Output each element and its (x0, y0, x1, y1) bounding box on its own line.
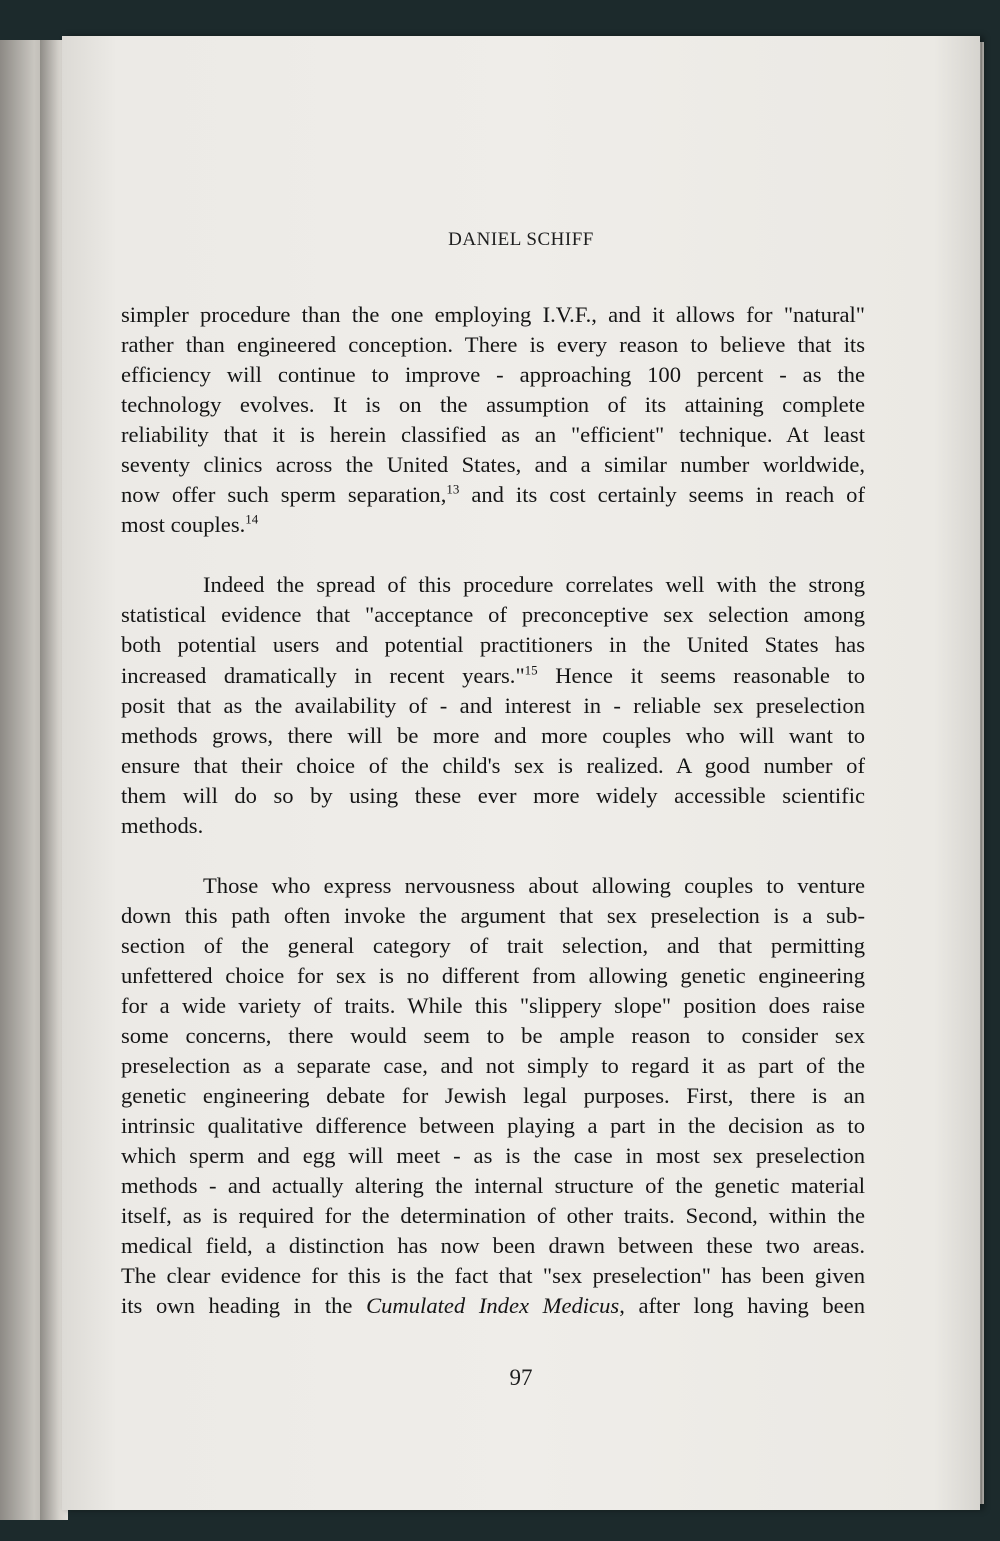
text-line: genetic engineering debate for Jewish legal purposes. First, there is an (121, 1083, 865, 1109)
journal-title: Cumulated Index Medicus (366, 1293, 620, 1319)
text-line: technology evolves. It is on the assumption of its attaining complete (121, 392, 865, 418)
text-line: down this path often invoke the argument that sex preselection is a sub- (121, 902, 865, 928)
text-line: Those who express nervousness about allowing couples to venture (203, 872, 865, 898)
text-line: its own heading in the Cumulated Index Medicus, after long having been (121, 1293, 866, 1319)
footnote-ref-15: 15 (524, 661, 538, 677)
text-line: now offer such sperm separation,$^{13}$ and its cost certainly seems in reach of (121, 481, 865, 508)
text-line: unfettered choice for sex is no different from allowing genetic engineering (121, 962, 865, 988)
paragraph-3 (121, 871, 865, 1322)
text-line: simpler procedure than the one employing I.V.F., and it allows for "natural" (121, 302, 865, 327)
text-line: intrinsic qualitative difference between playing a part in the decision as to (121, 1113, 865, 1139)
text-line: efficiency will continue to improve - approaching 100 percent - as the (121, 362, 865, 388)
text-line: ensure that their choice of the child's sex is realized. A good number of (121, 752, 865, 778)
book-page (62, 36, 980, 1510)
page-number: 97 (509, 1365, 533, 1390)
text-line: increased dramatically in recent years."$^{15}$ Hence it seems reasonable to (121, 661, 865, 688)
text-line: reliability that it is herein classified as an "efficient" technique. At least (121, 422, 865, 448)
text-line: section of the general category of trait selection, and that permitting (121, 932, 865, 958)
text-line: itself, as is required for the determination of other traits. Second, within the (121, 1203, 865, 1229)
text-line: seventy clinics across the United States, and a similar number worldwide, (121, 452, 865, 478)
text-line: posit that as the availability of - and interest in - reliable sex preselection (121, 692, 865, 718)
text-line: which sperm and egg will meet - as is the case in most sex preselection (121, 1143, 865, 1169)
text-line: both potential users and potential practitioners in the United States has (121, 632, 865, 658)
running-head: DANIEL SCHIFF (448, 229, 594, 250)
text-line: most couples.$^{14}$ (121, 511, 259, 538)
text-line: some concerns, there would seem to be ample reason to consider sex (121, 1023, 865, 1049)
text-line: methods grows, there will be more and more couples who will want to (121, 722, 865, 748)
text-line: The clear evidence for this is the fact that "sex preselection" has been given (121, 1263, 865, 1289)
text-line: rather than engineered conception. There is every reason to believe that its (121, 332, 865, 358)
footnote-ref-13: 13 (446, 481, 460, 497)
text-line: for a wide variety of traits. While this "slippery slope" position does raise (121, 992, 865, 1018)
text-line: medical field, a distinction has now been drawn between these two areas. (121, 1233, 865, 1259)
text-line: methods. (121, 812, 204, 838)
footnote-ref-14: 14 (245, 511, 259, 527)
body-text (121, 300, 865, 1322)
text-line: methods - and actually altering the internal structure of the genetic material (121, 1173, 865, 1199)
text-line: them will do so by using these ever more widely accessible scientific (121, 782, 865, 808)
text-line: statistical evidence that "acceptance of preconceptive sex selection among (121, 602, 865, 628)
paragraph-1 (121, 300, 865, 540)
paragraph-2 (121, 570, 865, 840)
text-line: Indeed the spread of this procedure correlates well with the strong (203, 572, 865, 598)
text-line: preselection as a separate case, and not simply to regard it as part of the (121, 1053, 865, 1079)
